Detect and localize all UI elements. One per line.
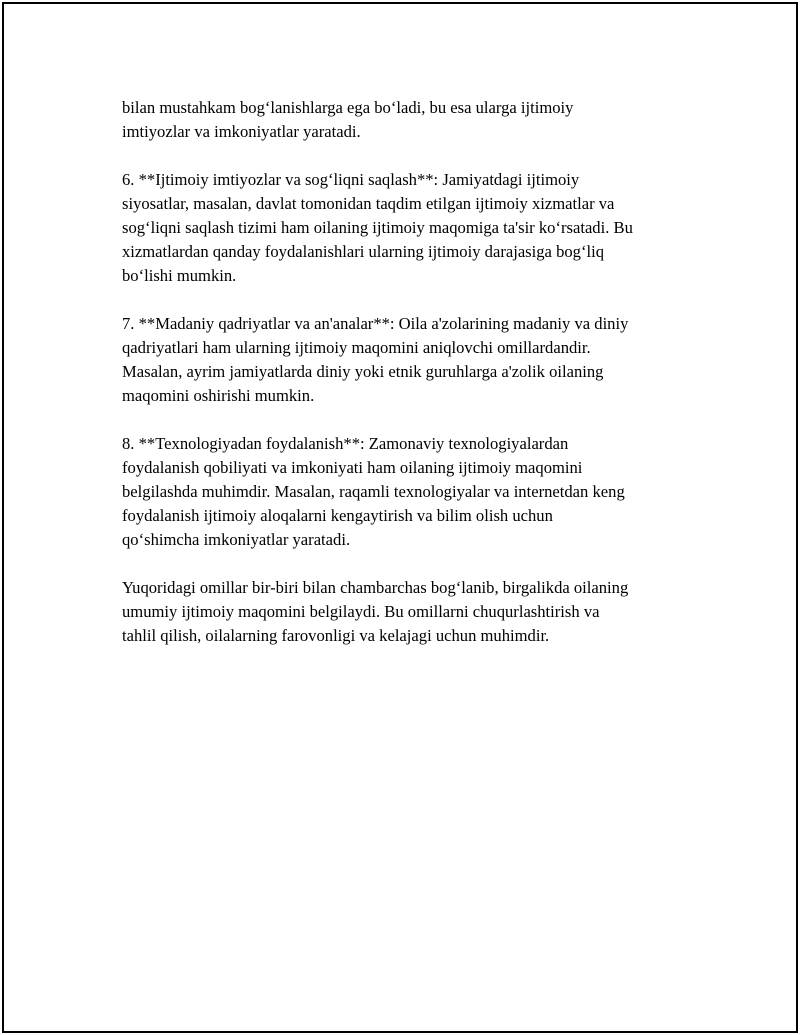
paragraph-conclusion: Yuqoridagi omillar bir-biri bilan chambarchas bog‘lanib, birgalikda oilaning umumiy ijtimoiy maqomini belgilaydi. Bu omillarni chuqurlashtirish va tahlil qilish, oilalarning farovonligi va kelajagi uchun muhimdir. <box>122 578 629 645</box>
paragraph-continuation: bilan mustahkam bog‘lanishlarga ega bo‘ladi, bu esa ularga ijtimoiy imtiyozlar va imkoniyatlar yaratadi. <box>122 98 574 141</box>
document-body <box>122 96 702 672</box>
paragraph-item-8: 8. **Texnologiyadan foydalanish**: Zamonaviy texnologiyalardan foydalanish qobiliyati va imkoniyati ham oilaning ijtimoiy maqomini belgilashda muhimdir. Masalan, raqamli texnologiyalar va internetdan keng foydalanish ijtimoiy aloqalarni kengaytirish va bilim olish uchun qo‘shimcha imkoniyatlar yaratadi. <box>122 434 625 549</box>
paragraph-item-7: 7. **Madaniy qadriyatlar va an'analar**: Oila a'zolarining madaniy va diniy qadriyatlari ham ularning ijtimoiy maqomini aniqlovchi omillardandir. Masalan, ayrim jamiyatlarda diniy yoki etnik guruhlarga a'zolik oilaning maqomini oshirishi mumkin. <box>122 314 629 405</box>
page-frame <box>2 2 798 1033</box>
paragraph-item-6: 6. **Ijtimoiy imtiyozlar va sog‘liqni saqlash**: Jamiyatdagi ijtimoiy siyosatlar, masalan, davlat tomonidan taqdim etilgan ijtimoiy xizmatlar va sog‘liqni saqlash tizimi ham oilaning ijtimoiy maqomiga ta'sir ko‘rsatadi. Bu xizmatlardan qanday foydalanishlari ularning ijtimoiy darajasiga bog‘liq bo‘lishi mumkin. <box>122 170 633 285</box>
